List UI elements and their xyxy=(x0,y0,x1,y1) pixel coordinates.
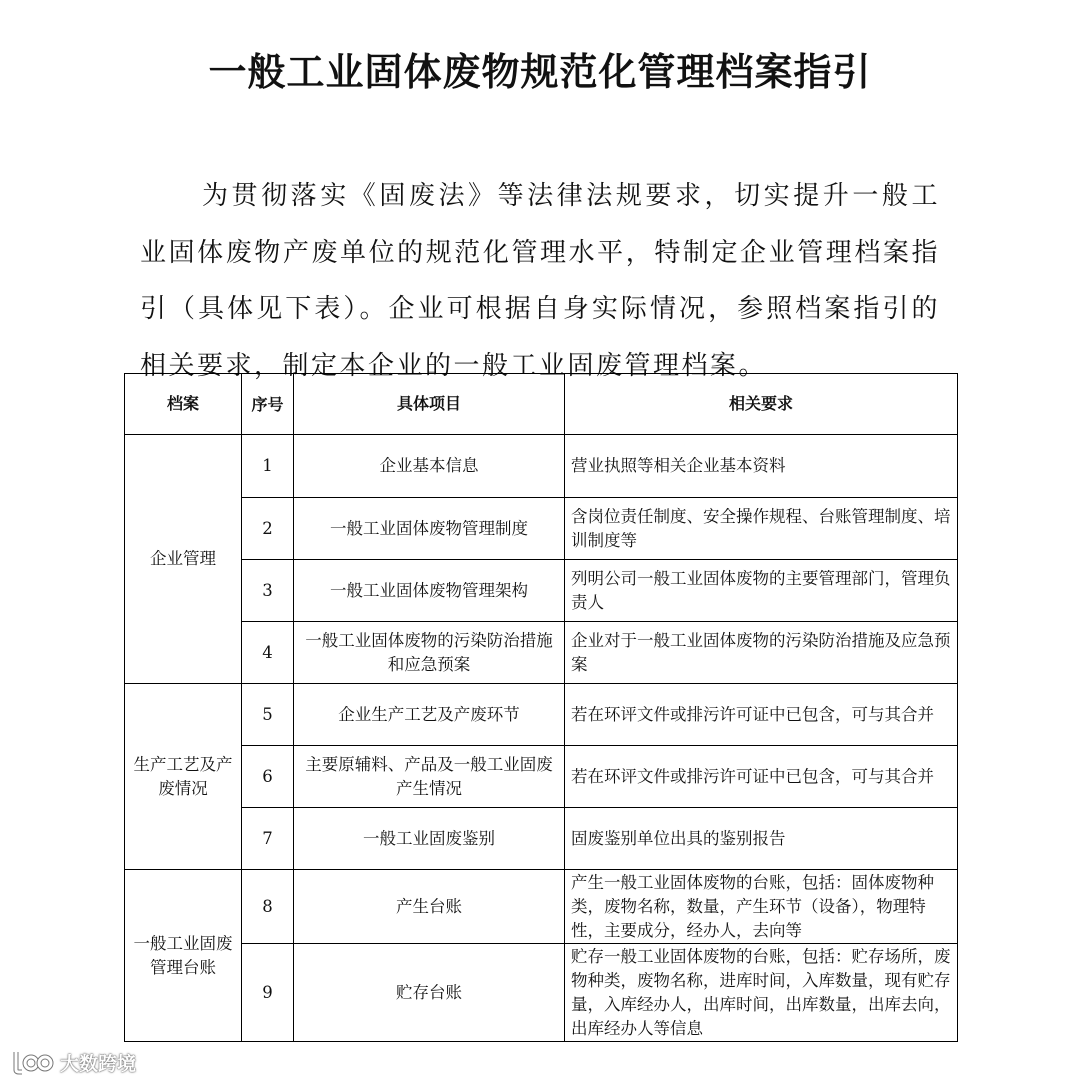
table-row xyxy=(125,944,958,1042)
header-requirement: 相关要求 xyxy=(565,374,958,435)
row-requirement: 列明公司一般工业固体废物的主要管理部门，管理负责人 xyxy=(565,560,958,622)
row-requirement: 营业执照等相关企业基本资料 xyxy=(565,435,958,498)
brand-logo-icon xyxy=(10,1048,54,1076)
row-item: 一般工业固体废物的污染防治措施和应急预案 xyxy=(294,622,565,684)
archive-guide-table xyxy=(124,373,958,1042)
group-cell: 生产工艺及产废情况 xyxy=(125,684,242,870)
intro-paragraph: 为贯彻落实《固废法》等法律法规要求，切实提升一般工业固体废物产废单位的规范化管理水平，特制定企业管理档案指引（具体见下表）。企业可根据自身实际情况，参照档案指引的相关要求，制定本企业的一般工业固废管理档案。 xyxy=(140,181,940,381)
row-item: 一般工业固体废物管理架构 xyxy=(294,560,565,622)
row-item: 企业基本信息 xyxy=(294,435,565,498)
row-item: 企业生产工艺及产废环节 xyxy=(294,684,565,746)
table-row xyxy=(125,622,958,684)
row-number: 9 xyxy=(242,944,294,1042)
row-item: 产生台账 xyxy=(294,870,565,944)
row-number: 3 xyxy=(242,560,294,622)
table-row xyxy=(125,746,958,808)
table-row xyxy=(125,560,958,622)
row-number: 8 xyxy=(242,870,294,944)
row-requirement: 固废鉴别单位出具的鉴别报告 xyxy=(565,808,958,870)
row-item: 主要原辅料、产品及一般工业固废产生情况 xyxy=(294,746,565,808)
table-row xyxy=(125,684,958,746)
row-number: 1 xyxy=(242,435,294,498)
table-row xyxy=(125,808,958,870)
row-requirement: 含岗位责任制度、安全操作规程、台账管理制度、培训制度等 xyxy=(565,498,958,560)
row-requirement: 若在环评文件或排污许可证中已包含，可与其合并 xyxy=(565,746,958,808)
group-cell: 一般工业固废管理台账 xyxy=(125,870,242,1042)
row-requirement: 贮存一般工业固体废物的台账，包括：贮存场所，废物种类，废物名称，进库时间，入库数量，现有贮存量，入库经办人，出库时间，出库数量，出库去向，出库经办人等信息 xyxy=(565,944,958,1042)
row-number: 7 xyxy=(242,808,294,870)
row-number: 6 xyxy=(242,746,294,808)
row-number: 4 xyxy=(242,622,294,684)
row-number: 2 xyxy=(242,498,294,560)
row-item: 贮存台账 xyxy=(294,944,565,1042)
row-requirement: 企业对于一般工业固体废物的污染防治措施及应急预案 xyxy=(565,622,958,684)
document-title: 一般工业固体废物规范化管理档案指引 xyxy=(208,50,872,94)
header-no: 序号 xyxy=(242,374,294,435)
row-item: 一般工业固废鉴别 xyxy=(294,808,565,870)
header-item: 具体项目 xyxy=(294,374,565,435)
header-archive: 档案 xyxy=(125,374,242,435)
table-row xyxy=(125,870,958,944)
watermark-text: 大数跨境 xyxy=(60,1052,137,1075)
row-number: 5 xyxy=(242,684,294,746)
watermark xyxy=(10,1046,136,1078)
group-cell: 企业管理 xyxy=(125,435,242,684)
table-row xyxy=(125,435,958,498)
row-item: 一般工业固体废物管理制度 xyxy=(294,498,565,560)
row-requirement: 若在环评文件或排污许可证中已包含，可与其合并 xyxy=(565,684,958,746)
table-row xyxy=(125,498,958,560)
table-header-row xyxy=(125,374,958,435)
row-requirement: 产生一般工业固体废物的台账，包括：固体废物种类，废物名称，数量，产生环节（设备），物理特性，主要成分，经办人，去向等 xyxy=(565,870,958,944)
